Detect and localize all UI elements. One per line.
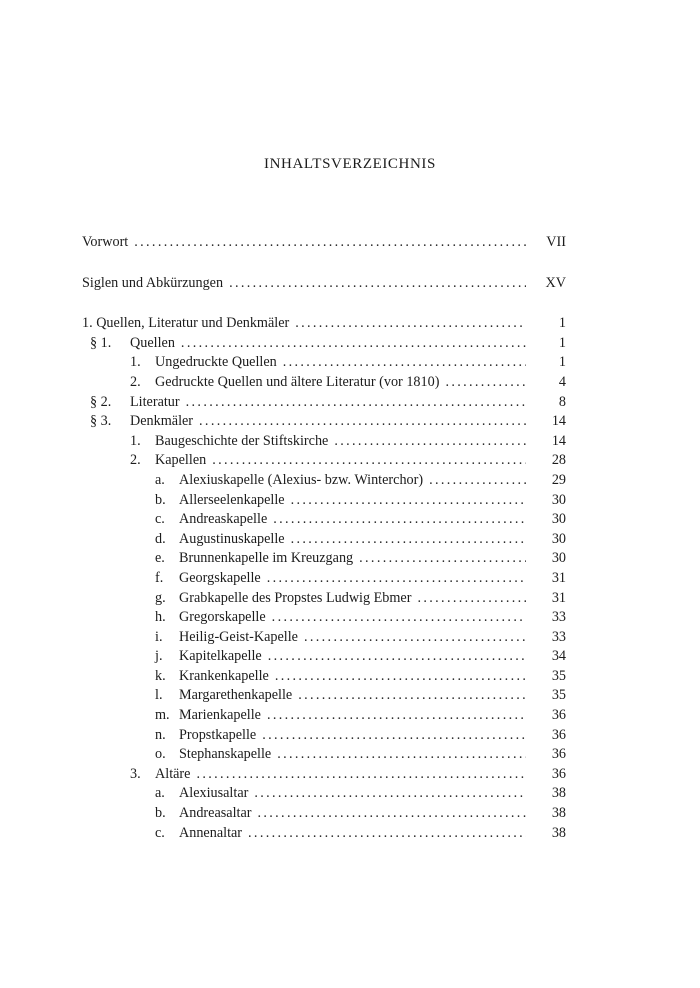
toc-entry	[82, 647, 566, 667]
toc-entry-number: § 2.	[90, 393, 112, 410]
toc-entry	[82, 549, 566, 569]
toc-entry-page: 31	[551, 569, 566, 586]
toc-entry	[82, 804, 566, 824]
toc-entry	[82, 686, 566, 706]
toc-entry-number: c.	[155, 824, 165, 841]
toc-entry-number: 2.	[130, 452, 141, 469]
toc-dot-leader	[186, 393, 526, 413]
toc-entry-title: Georgskapelle	[179, 569, 261, 586]
toc-dot-leader	[417, 589, 526, 609]
toc-entry-page: 30	[551, 530, 566, 547]
toc-entry	[82, 824, 566, 844]
toc-dot-leader	[229, 274, 526, 294]
toc-dot-leader	[248, 824, 526, 844]
toc-entry-page: 31	[551, 589, 566, 606]
toc-entry-title: Baugeschichte der Stiftskirche	[155, 432, 329, 449]
toc-entry-number: § 1.	[90, 334, 112, 351]
toc-entry-number: f.	[155, 569, 164, 586]
toc-entry	[82, 765, 566, 785]
toc-entry	[82, 510, 566, 530]
toc-dot-leader	[291, 530, 526, 550]
toc-entry-page: 35	[551, 687, 566, 704]
toc-entry	[82, 745, 566, 765]
toc-entry-title: Allerseelenkapelle	[179, 491, 285, 508]
toc-entry-page: 1	[558, 354, 566, 371]
toc-entry-page: 33	[551, 609, 566, 626]
toc-entry-title: Brunnenkapelle im Kreuzgang	[179, 550, 354, 567]
toc-entry	[82, 784, 566, 804]
toc-entry-number: g.	[155, 589, 166, 606]
toc-dot-leader	[445, 373, 526, 393]
toc-entry-number: o.	[155, 746, 166, 763]
toc-entry-title: Augustinuskapelle	[179, 530, 285, 547]
toc-entry-title: Propstkapelle	[179, 726, 257, 743]
toc-entry-page: 36	[551, 726, 566, 743]
toc-entry-title: Kapellen	[155, 452, 207, 469]
toc-entry-title: Andreasaltar	[179, 805, 252, 822]
toc-dot-leader	[295, 314, 526, 334]
toc-entry-page: 28	[551, 452, 566, 469]
toc-entry-title: Gedruckte Quellen und ältere Literatur (vor 1810)	[155, 373, 440, 390]
toc-entry-page: 38	[551, 824, 566, 841]
toc-entry	[82, 314, 566, 334]
toc-dot-leader	[304, 628, 526, 648]
toc-entry-number: i.	[155, 628, 163, 645]
toc-dot-leader	[277, 745, 526, 765]
toc-entry-page: 14	[551, 432, 566, 449]
toc-dot-leader	[181, 334, 526, 354]
toc-entry-page: 36	[551, 707, 566, 724]
toc-entry-number: j.	[155, 648, 163, 665]
toc-entry-title: Ungedruckte Quellen	[155, 354, 277, 371]
toc-entry-number: 1.	[130, 354, 141, 371]
toc-entry-page: 29	[551, 471, 566, 488]
toc-entry	[82, 451, 566, 471]
toc-entry-title: Marienkapelle	[179, 707, 261, 724]
toc-entry-number: m.	[155, 707, 170, 724]
toc-entry-number: l.	[155, 687, 163, 704]
toc-entry-page: 1	[558, 315, 566, 332]
toc-dot-leader	[268, 647, 526, 667]
toc-entry	[82, 393, 566, 413]
toc-entry	[82, 706, 566, 726]
toc-entry-title: 1. Quellen, Literatur und Denkmäler	[82, 315, 290, 332]
toc-entry-page: 14	[551, 413, 566, 430]
toc-entry-page: 36	[551, 746, 566, 763]
toc-entry-title: Siglen und Abkürzungen	[82, 274, 224, 291]
toc-entry	[82, 608, 566, 628]
toc-entry-number: 2.	[130, 373, 141, 390]
toc-dot-leader	[334, 432, 526, 452]
toc-entry-title: Annenaltar	[179, 824, 243, 841]
toc-entry-title: Margarethenkapelle	[179, 687, 293, 704]
toc-entry-number: 1.	[130, 432, 141, 449]
toc-entry	[82, 274, 566, 294]
toc-entry	[82, 233, 566, 253]
toc-dot-leader	[291, 491, 526, 511]
toc-entry-page: 34	[551, 648, 566, 665]
toc-dot-leader	[254, 784, 526, 804]
toc-entry	[82, 589, 566, 609]
toc-dot-leader	[212, 451, 526, 471]
toc-entry-title: Alexiuskapelle (Alexius- bzw. Winterchor)	[179, 471, 424, 488]
toc-dot-leader	[199, 412, 526, 432]
toc-entry-title: Alexiusaltar	[179, 785, 249, 802]
toc-dot-leader	[283, 353, 526, 373]
table-of-contents	[82, 233, 566, 843]
toc-entry-title: Stephanskapelle	[179, 746, 272, 763]
toc-entry-title: Grabkapelle des Propstes Ludwig Ebmer	[179, 589, 412, 606]
toc-entry-page: 36	[551, 765, 566, 782]
toc-entry-title: Literatur	[130, 393, 180, 410]
toc-dot-leader	[196, 765, 526, 785]
toc-entry-title: Gregorskapelle	[179, 609, 266, 626]
toc-entry-page: 30	[551, 511, 566, 528]
toc-dot-leader	[267, 569, 526, 589]
toc-dot-leader	[134, 233, 526, 253]
toc-entry-page: VII	[546, 234, 566, 250]
toc-entry-page: 35	[551, 667, 566, 684]
toc-dot-leader	[298, 686, 526, 706]
toc-entry-page: 38	[551, 805, 566, 822]
toc-entry-page: 30	[551, 491, 566, 508]
toc-entry	[82, 334, 566, 354]
toc-entry	[82, 726, 566, 746]
toc-dot-leader	[275, 667, 526, 687]
toc-entry-page: 33	[551, 628, 566, 645]
toc-entry	[82, 353, 566, 373]
toc-entry-number: e.	[155, 550, 165, 567]
toc-entry-number: h.	[155, 609, 166, 626]
page-title: INHALTSVERZEICHNIS	[264, 156, 436, 172]
toc-entry-number: 3.	[130, 765, 141, 782]
toc-entry-page: 8	[558, 393, 566, 410]
toc-dot-leader	[273, 510, 526, 530]
toc-entry	[82, 432, 566, 452]
toc-entry	[82, 491, 566, 511]
toc-entry	[82, 530, 566, 550]
toc-entry-number: a.	[155, 471, 165, 488]
toc-entry-title: Andreaskapelle	[179, 511, 268, 528]
toc-dot-leader	[272, 608, 526, 628]
toc-entry-title: Quellen	[130, 334, 175, 351]
toc-entry	[82, 373, 566, 393]
toc-entry	[82, 569, 566, 589]
toc-dot-leader	[429, 471, 526, 491]
toc-entry-number: a.	[155, 785, 165, 802]
toc-dot-leader	[262, 726, 526, 746]
toc-entry-number: k.	[155, 667, 166, 684]
toc-entry-page: 4	[558, 373, 566, 390]
toc-dot-leader	[267, 706, 526, 726]
toc-entry-number: d.	[155, 530, 166, 547]
toc-entry-page: 1	[558, 334, 566, 351]
toc-entry-number: b.	[155, 805, 166, 822]
toc-entry-title: Krankenkapelle	[179, 667, 269, 684]
toc-entry-page: XV	[545, 274, 566, 291]
toc-entry-page: 38	[551, 785, 566, 802]
toc-entry	[82, 412, 566, 432]
toc-entry	[82, 667, 566, 687]
toc-entry-title: Vorwort	[82, 234, 129, 250]
toc-entry-number: b.	[155, 491, 166, 508]
toc-dot-leader	[257, 804, 526, 824]
toc-entry-title: Heilig-Geist-Kapelle	[179, 628, 298, 645]
toc-entry-title: Denkmäler	[130, 413, 194, 430]
toc-entry-number: n.	[155, 726, 166, 743]
toc-entry-number: § 3.	[90, 413, 112, 430]
toc-entry	[82, 628, 566, 648]
toc-entry-title: Altäre	[155, 765, 191, 782]
toc-entry-title: Kapitelkapelle	[179, 648, 262, 665]
toc-entry	[82, 471, 566, 491]
toc-dot-leader	[359, 549, 526, 569]
toc-entry-number: c.	[155, 511, 165, 528]
toc-entry-page: 30	[551, 550, 566, 567]
